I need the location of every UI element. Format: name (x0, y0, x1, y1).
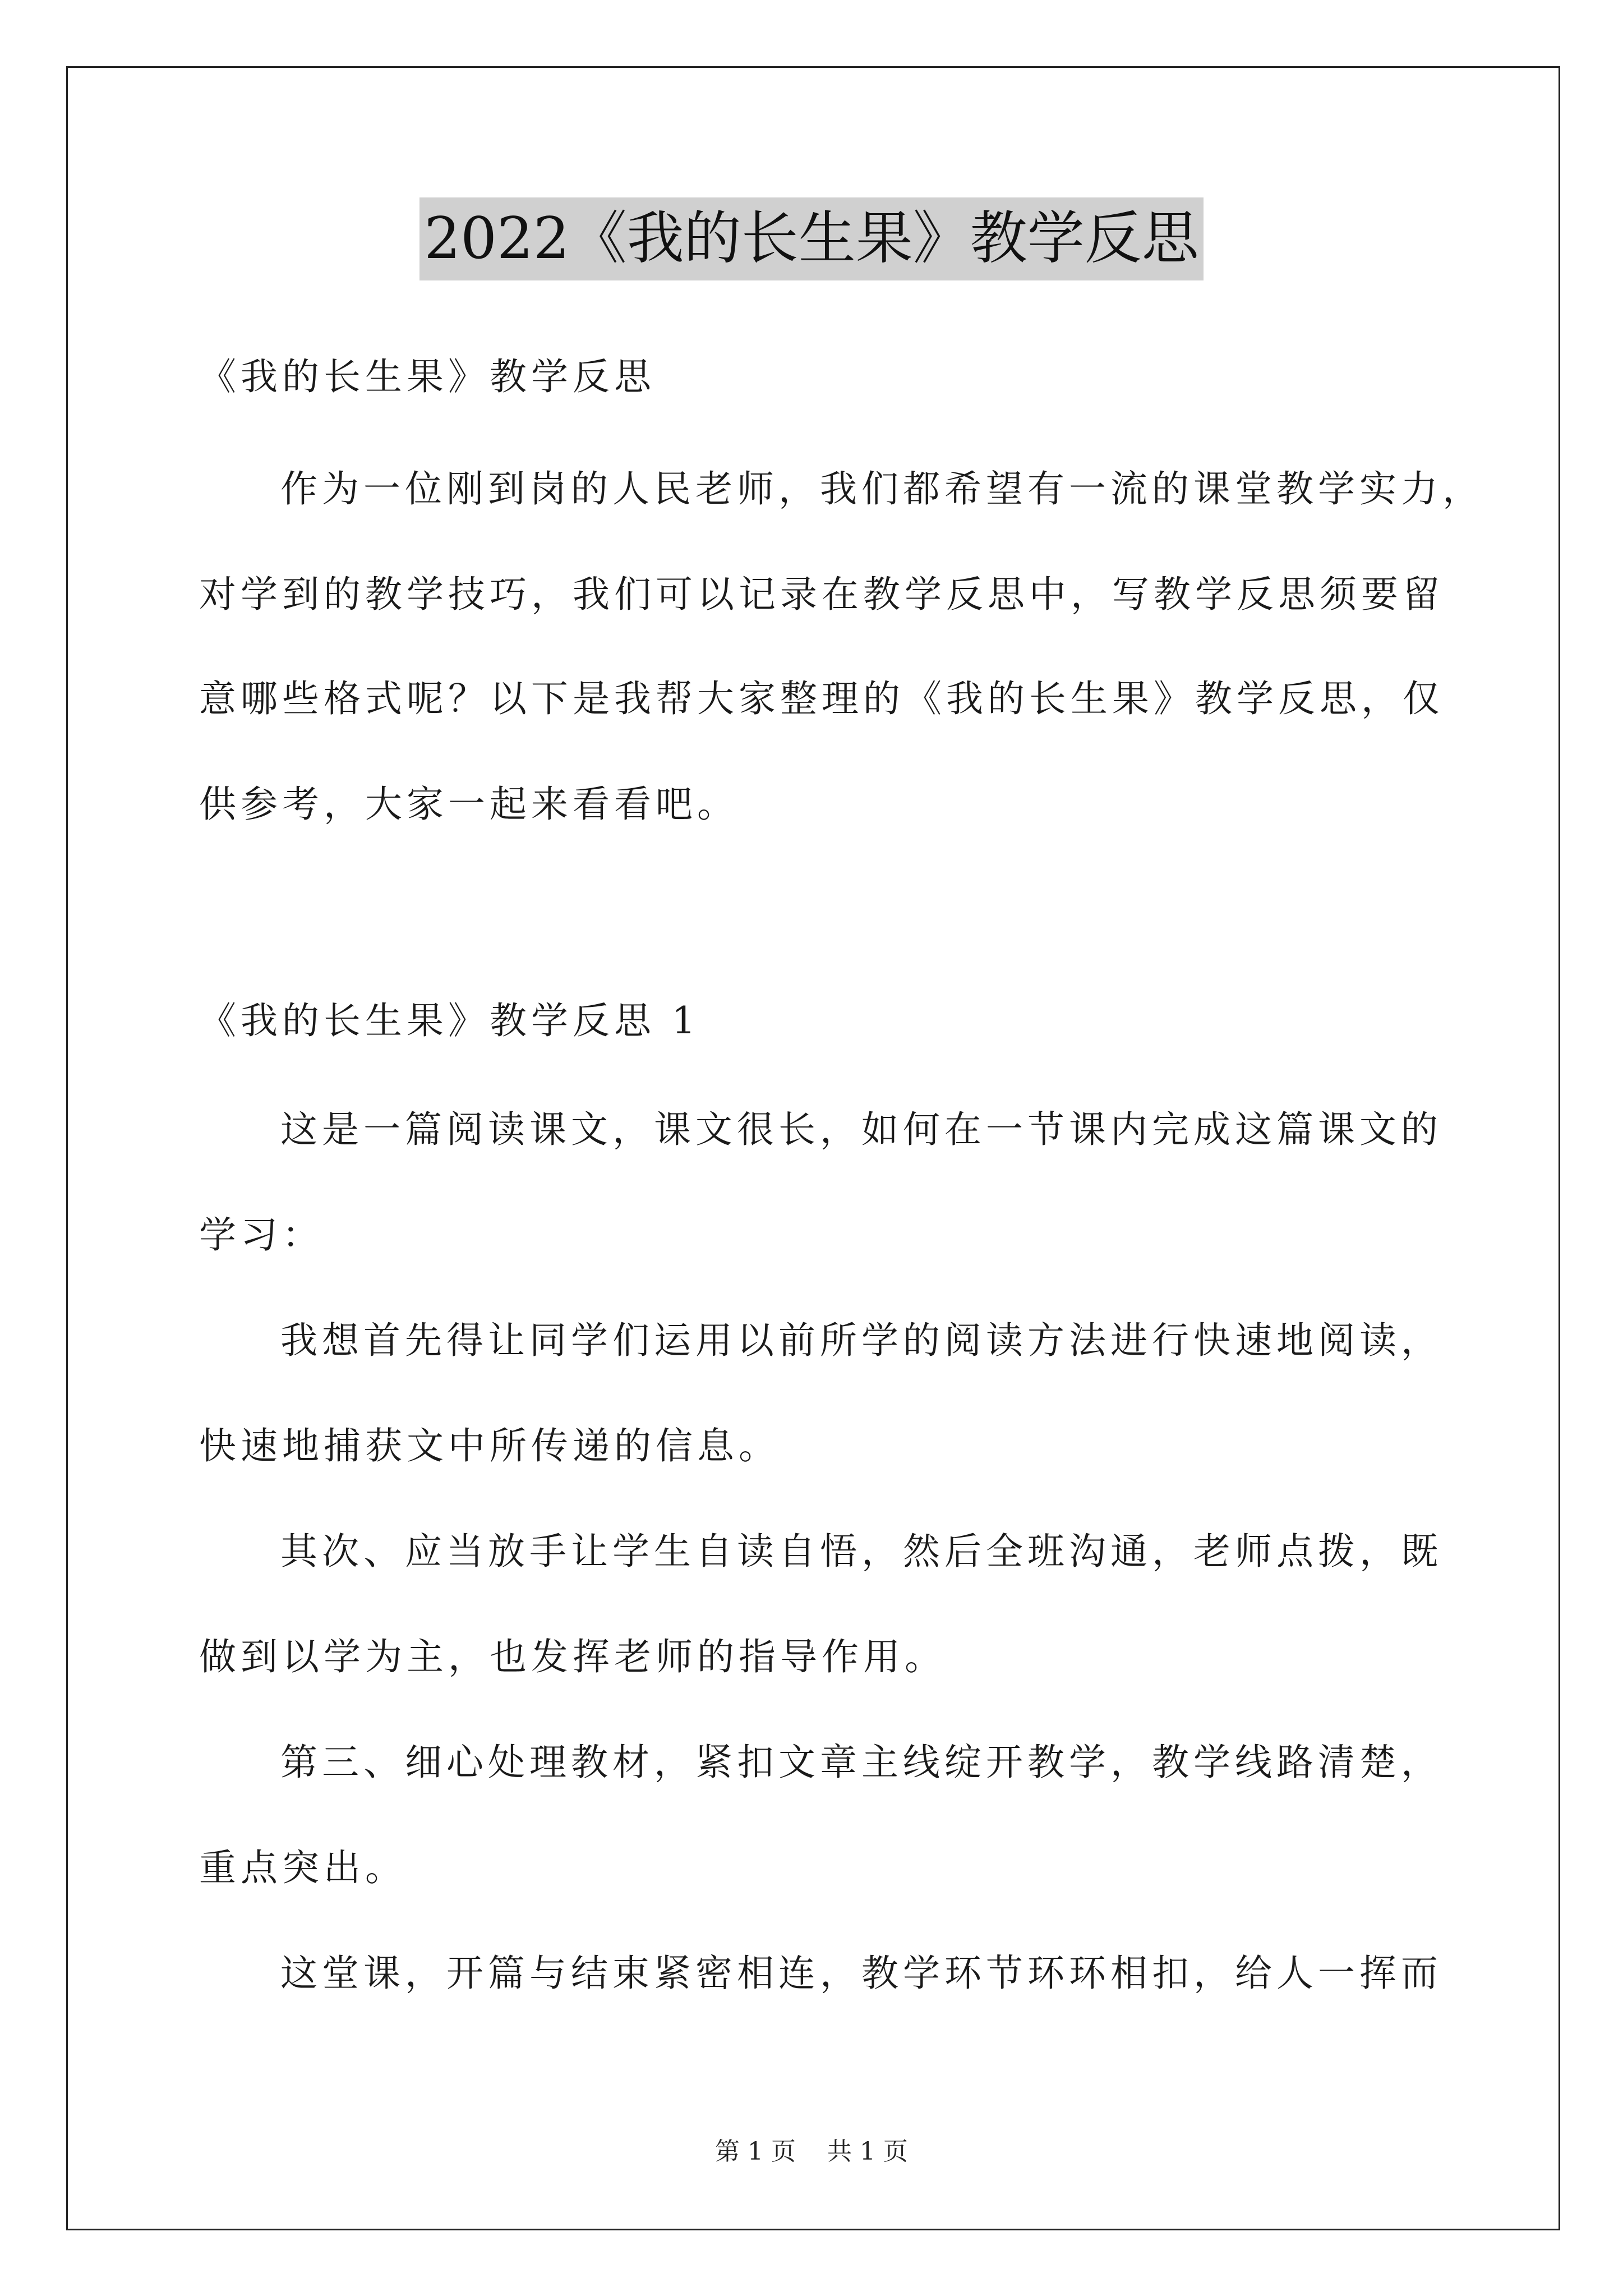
section-heading: 《我的长生果》教学反思 1 (199, 999, 700, 1042)
document-subtitle: 《我的长生果》教学反思 (199, 355, 656, 398)
intro-line: 对学到的教学技巧，我们可以记录在教学反思中，写教学反思须要留 (199, 573, 1444, 616)
body-line: 重点突出。 (199, 1846, 407, 1889)
body-line: 这是一篇阅读课文，课文很长，如何在一节课内完成这篇课文的 (280, 1108, 1442, 1151)
body-line: 我想首先得让同学们运用以前所学的阅读方法进行快速地阅读， (280, 1319, 1442, 1362)
intro-line: 供参考，大家一起来看看吧。 (199, 783, 739, 826)
intro-line: 作为一位刚到岗的人民老师，我们都希望有一流的课堂教学实力， (280, 467, 1484, 510)
body-line: 快速地捕获文中所传递的信息。 (199, 1424, 780, 1467)
body-line: 第三、细心处理教材，紧扣文章主线绽开教学，教学线路清楚， (280, 1741, 1442, 1784)
body-line: 学习： (199, 1213, 324, 1257)
body-line: 其次、应当放手让学生自读自悟，然后全班沟通，老师点拨，既 (280, 1530, 1442, 1573)
page-footer: 第 1 页 共 1 页 (715, 2137, 908, 2166)
document-title: 2022《我的长生果》教学反思 (419, 197, 1204, 280)
title-container (0, 197, 1623, 280)
body-line: 这堂课，开篇与结束紧密相连，教学环节环环相扣，给人一挥而 (280, 1952, 1442, 1995)
intro-line: 意哪些格式呢？以下是我帮大家整理的《我的长生果》教学反思，仅 (199, 677, 1444, 720)
body-line: 做到以学为主，也发挥老师的指导作用。 (199, 1635, 946, 1678)
